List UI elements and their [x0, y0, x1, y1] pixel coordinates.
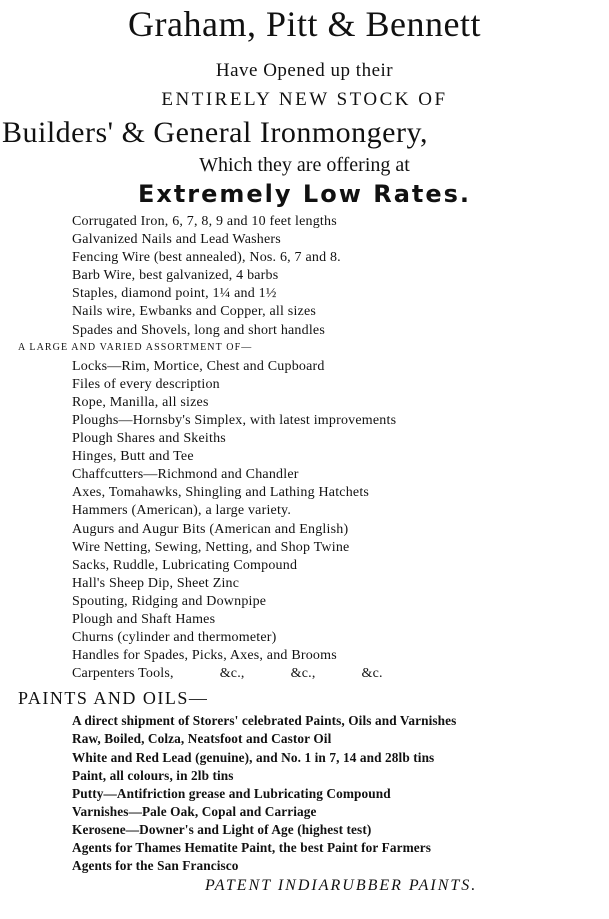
list-item: Churns (cylinder and thermometer)	[72, 630, 277, 646]
list-item: Sacks, Ruddle, Lubricating Compound	[72, 557, 298, 573]
carpenters-label: Carpenters Tools,	[72, 666, 174, 682]
list-item: Hall's Sheep Dip, Sheet Zinc	[72, 575, 240, 591]
list-item: Ploughs—Hornsby's Simplex, with latest improvements	[72, 412, 397, 428]
assortment-list	[0, 358, 609, 684]
firm-name-heading: Graham, Pitt & Bennett	[128, 4, 481, 44]
opened-line: Have Opened up their	[215, 60, 394, 81]
list-item: Wire Netting, Sewing, Netting, and Shop Twine	[72, 539, 350, 555]
list-item: Corrugated Iron, 6, 7, 8, 9 and 10 feet lengths	[72, 214, 337, 229]
list-item: Locks—Rim, Mortice, Chest and Cupboard	[72, 358, 325, 374]
list-item: Putty—Antifriction grease and Lubricating Compound	[72, 785, 391, 801]
carpenters-tools-line	[72, 665, 609, 683]
offering-line: Which they are offering at	[199, 154, 410, 176]
list-item: Spades and Shovels, long and short handles	[72, 322, 325, 338]
list-item: Axes, Tomahawks, Shingling and Lathing Hatchets	[72, 485, 370, 501]
trade-heading: Builders' & General Ironmongery,	[2, 116, 429, 149]
list-item: Augurs and Augur Bits (American and English)	[72, 521, 349, 537]
list-item: A direct shipment of Storers' celebrated Paints, Oils and Varnishes	[72, 713, 457, 729]
assortment-heading: A LARGE AND VARIED ASSORTMENT OF—	[18, 341, 253, 353]
list-item: Paint, all colours, in 2lb tins	[72, 767, 234, 783]
list-item: Fencing Wire (best annealed), Nos. 6, 7 and 8.	[72, 250, 341, 266]
low-rates-heading: Extremely Low Rates.	[137, 180, 472, 208]
new-stock-line: ENTIRELY NEW STOCK OF	[161, 89, 448, 110]
list-item: Hinges, Butt and Tee	[72, 449, 194, 465]
patent-paints-footer: PATENT INDIARUBBER PAINTS.	[205, 877, 478, 895]
list-item: Agents for Thames Hematite Paint, the best Paint for Farmers	[72, 840, 432, 855]
list-item: Chaffcutters—Richmond and Chandler	[72, 467, 299, 483]
advertisement-page	[0, 2, 609, 919]
list-item: Staples, diamond point, 1¼ and 1½	[72, 286, 277, 302]
etc-3: &c.	[361, 666, 383, 682]
etc-2: &c.,	[290, 666, 316, 682]
list-item: Raw, Boiled, Colza, Neatsfoot and Castor Oil	[72, 731, 332, 747]
list-item: Barb Wire, best galvanized, 4 barbs	[72, 268, 279, 284]
list-item: Plough and Shaft Hames	[72, 611, 216, 627]
paints-heading: PAINTS AND OILS—	[18, 688, 209, 709]
list-item: Hammers (American), a large variety.	[72, 503, 292, 519]
etc-1: &c.,	[219, 666, 245, 682]
list-item: Rope, Manilla, all sizes	[72, 394, 209, 410]
list-item: White and Red Lead (genuine), and No. 1 in 7, 14 and 28lb tins	[72, 749, 435, 765]
general-items-list	[0, 213, 609, 340]
list-item: Nails wire, Ewbanks and Copper, all sizes	[72, 304, 317, 320]
list-item: Handles for Spades, Picks, Axes, and Brooms	[72, 648, 337, 664]
list-item: Files of every description	[72, 376, 220, 392]
list-item: Plough Shares and Skeiths	[72, 431, 226, 447]
list-item: Varnishes—Pale Oak, Copal and Carriage	[72, 803, 317, 819]
paints-list	[0, 712, 609, 875]
list-item: Kerosene—Downer's and Light of Age (highest test)	[72, 821, 372, 837]
list-item: Agents for the San Francisco	[72, 858, 239, 874]
list-item: Galvanized Nails and Lead Washers	[72, 232, 281, 248]
list-item: Spouting, Ridging and Downpipe	[72, 593, 267, 609]
